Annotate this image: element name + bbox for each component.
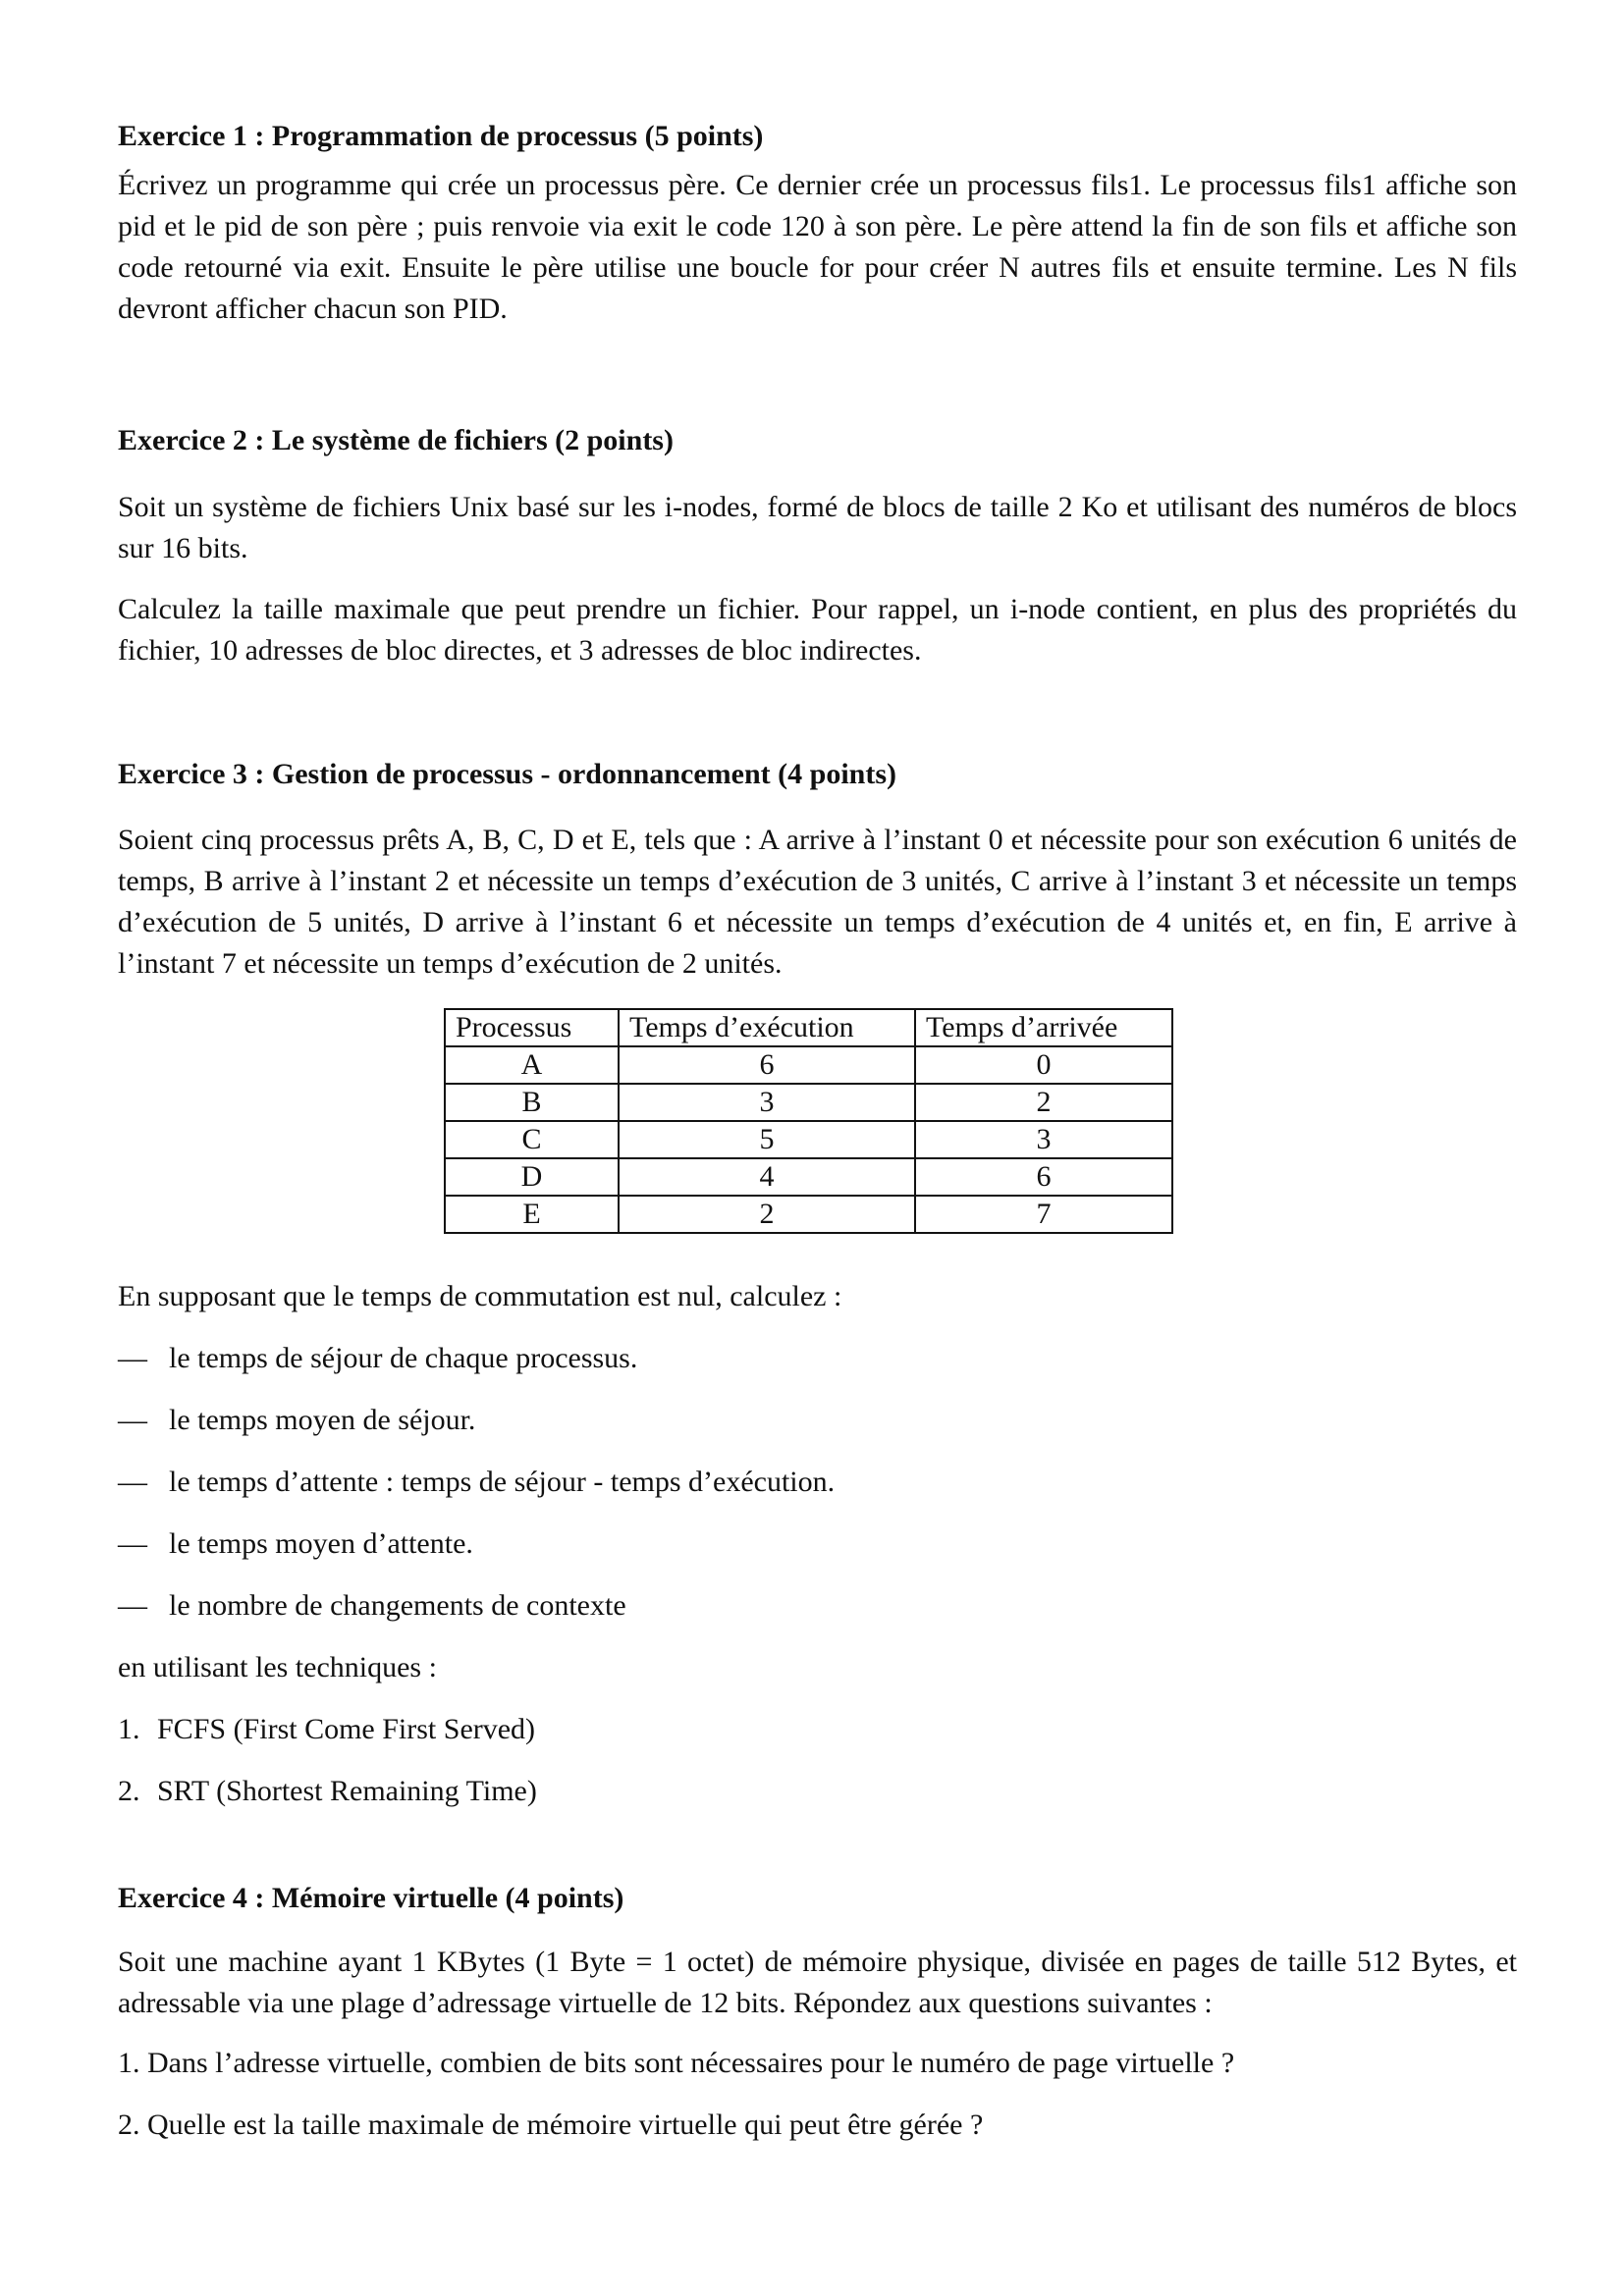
table-row bbox=[445, 1046, 1172, 1084]
list-item-text: le temps de séjour de chaque processus. bbox=[169, 1342, 638, 1374]
table-cell: A bbox=[445, 1046, 619, 1084]
exercise-2-paragraph-2: Calculez la taille maximale que peut prendre un fichier. Pour rappel, un i-node contient, en plus des propriétés du fichier, 10 adresses de bloc directes, et 3 adresses de bloc indirectes. bbox=[118, 593, 1517, 667]
em-dash-bullet: — bbox=[118, 1466, 147, 1498]
list-item bbox=[118, 1400, 475, 1441]
exercise-4-title: Exercice 4 : Mémoire virtuelle (4 points) bbox=[118, 1882, 624, 1914]
em-dash-bullet: — bbox=[118, 1589, 147, 1622]
em-dash-bullet: — bbox=[118, 1342, 147, 1374]
table-cell: C bbox=[445, 1121, 619, 1158]
table-row bbox=[445, 1196, 1172, 1233]
table-cell: 5 bbox=[619, 1121, 915, 1158]
table-row bbox=[445, 1121, 1172, 1158]
list-item bbox=[118, 1585, 626, 1627]
exercise-3-paragraph: Soient cinq processus prêts A, B, C, D et E, tels que : A arrive à l’instant 0 et nécessite pour son exécution 6 unités de temps, B arrive à l’instant 2 et nécessite un temps d’exécution de 3 unités, C arrive à l’instant 3 et nécessite un temps d’exécution de 5 unités, D arrive à l’instant 6 et nécessite un temps d’exécution de 4 unités et, en fin, E arrive à l’instant 7 et nécessite un temps d’exécution de 2 unités. bbox=[118, 824, 1517, 980]
techniques-intro: en utilisant les techniques : bbox=[118, 1651, 437, 1683]
table-cell: 3 bbox=[619, 1084, 915, 1121]
table-cell: D bbox=[445, 1158, 619, 1196]
table-header: Temps d’arrivée bbox=[915, 1009, 1172, 1046]
table-cell: B bbox=[445, 1084, 619, 1121]
table-cell: 2 bbox=[915, 1084, 1172, 1121]
list-item-text: le nombre de changements de contexte bbox=[169, 1589, 626, 1622]
table-header-row bbox=[445, 1009, 1172, 1046]
list-item-text: le temps d’attente : temps de séjour - temps d’exécution. bbox=[169, 1466, 836, 1498]
table-header: Processus bbox=[445, 1009, 619, 1046]
technique-item bbox=[118, 1709, 535, 1750]
question-item: 2. Quelle est la taille maximale de mémoire virtuelle qui peut être gérée ? bbox=[118, 2109, 984, 2141]
table-cell: 6 bbox=[619, 1046, 915, 1084]
technique-item bbox=[118, 1771, 537, 1812]
table-row bbox=[445, 1084, 1172, 1121]
technique-number: 1. bbox=[118, 1713, 140, 1745]
table-cell: E bbox=[445, 1196, 619, 1233]
technique-label: SRT (Shortest Remaining Time) bbox=[157, 1775, 537, 1807]
table-cell: 4 bbox=[619, 1158, 915, 1196]
table-cell: 6 bbox=[915, 1158, 1172, 1196]
list-item-text: le temps moyen d’attente. bbox=[169, 1527, 473, 1560]
question-item: 1. Dans l’adresse virtuelle, combien de bits sont nécessaires pour le numéro de page virtuelle ? bbox=[118, 2047, 1235, 2079]
list-item bbox=[118, 1523, 473, 1565]
process-table bbox=[444, 1008, 1173, 1234]
table-cell: 7 bbox=[915, 1196, 1172, 1233]
em-dash-bullet: — bbox=[118, 1404, 147, 1436]
exercise-1-paragraph: Écrivez un programme qui crée un processus père. Ce dernier crée un processus fils1. Le processus fils1 affiche son pid et le pid de son père ; puis renvoie via exit le code 120 à son père. Le père attend la fin de son fils et affiche son code retourné via exit. Ensuite le père utilise une boucle for pour créer N autres fils et ensuite termine. Les N fils devront afficher chacun son PID. bbox=[118, 169, 1517, 325]
table-header: Temps d’exécution bbox=[619, 1009, 915, 1046]
table-cell: 3 bbox=[915, 1121, 1172, 1158]
table-cell: 0 bbox=[915, 1046, 1172, 1084]
list-item-text: le temps moyen de séjour. bbox=[169, 1404, 476, 1436]
exercise-2-title: Exercice 2 : Le système de fichiers (2 points) bbox=[118, 424, 674, 456]
exercise-4-paragraph: Soit une machine ayant 1 KBytes (1 Byte = 1 octet) de mémoire physique, divisée en pages de taille 512 Bytes, et adressable via une plage d’adressage virtuelle de 12 bits. Répondez aux questions suivantes : bbox=[118, 1946, 1517, 2019]
calculation-intro: En supposant que le temps de commutation est nul, calculez : bbox=[118, 1280, 842, 1312]
table-row bbox=[445, 1158, 1172, 1196]
exercise-3-title: Exercice 3 : Gestion de processus - ordonnancement (4 points) bbox=[118, 758, 897, 790]
technique-label: FCFS (First Come First Served) bbox=[157, 1713, 536, 1745]
table-cell: 2 bbox=[619, 1196, 915, 1233]
list-item bbox=[118, 1338, 637, 1379]
technique-number: 2. bbox=[118, 1775, 140, 1807]
em-dash-bullet: — bbox=[118, 1527, 147, 1560]
exercise-1-title: Exercice 1 : Programmation de processus (5 points) bbox=[118, 120, 764, 152]
list-item bbox=[118, 1462, 835, 1503]
exercise-2-paragraph-1: Soit un système de fichiers Unix basé sur les i-nodes, formé de blocs de taille 2 Ko et utilisant des numéros de blocs sur 16 bits. bbox=[118, 491, 1517, 564]
